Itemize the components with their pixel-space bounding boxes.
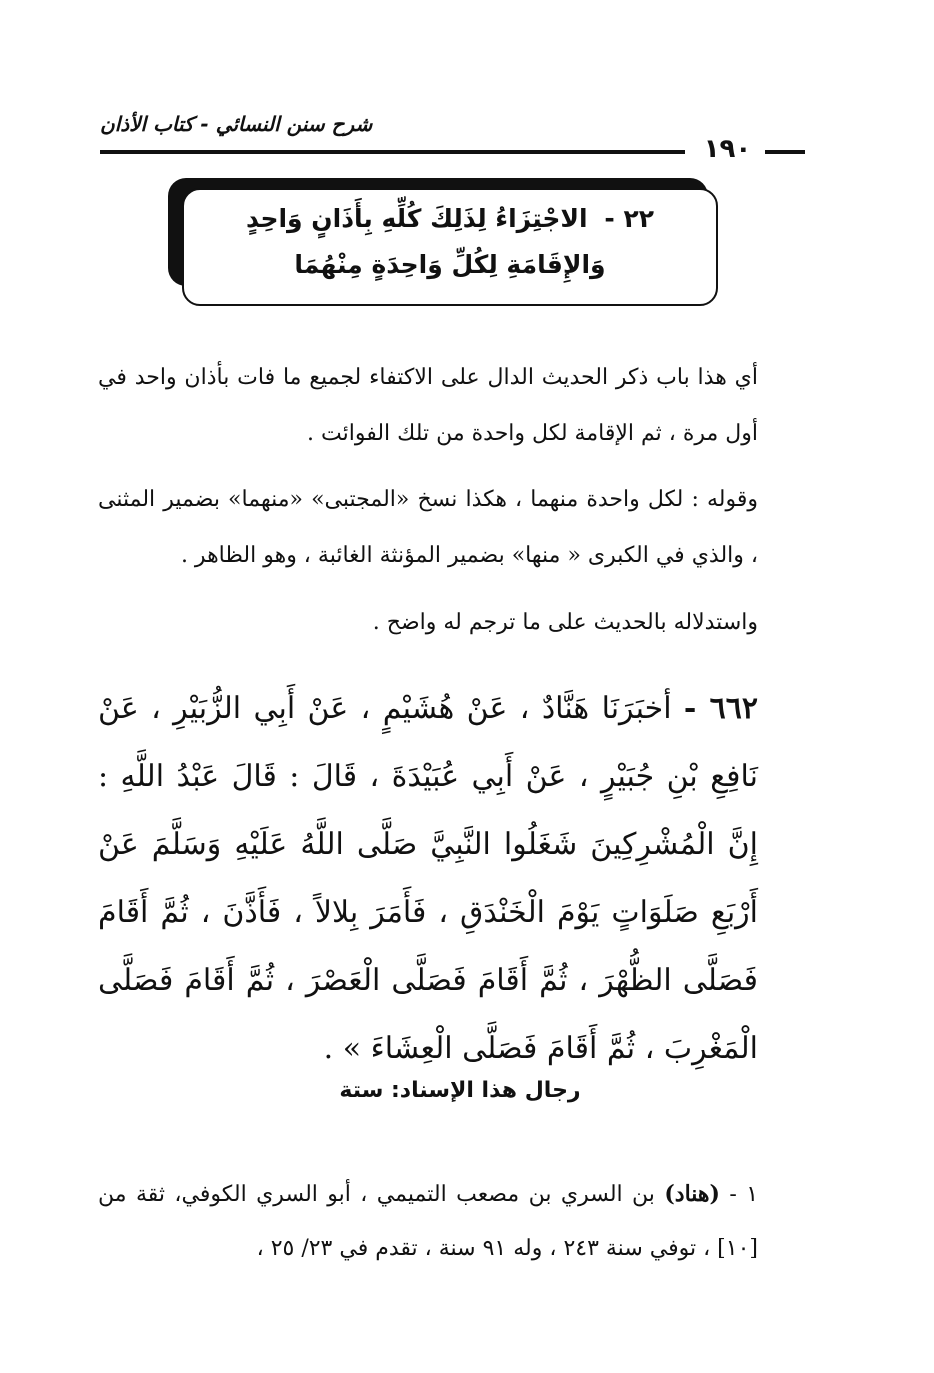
commentary-paragraph-1: أي هذا باب ذكر الحديث الدال على الاكتفاء لجميع ما فات بأذان واحد في أول مرة ، ثم الإقامة لكل واحدة من تلك الفوائت . [98, 365, 758, 446]
chapter-box [182, 188, 718, 306]
commentary-paragraph-3: واستدلاله بالحديث على ما ترجم له واضح . [372, 610, 758, 635]
hadith-text [98, 675, 758, 1083]
narrator-entry [98, 1167, 758, 1276]
hadith-body: أخبَرَنَا هَنَّادٌ ، عَنْ هُشَيْمٍ ، عَنْ أَبِي الزُّبَيْرِ ، عَنْ نَافِعِ بْنِ جُبَيْرٍ ، عَنْ أَبِي عُبَيْدَةَ ، قَالَ : قَالَ عَبْدُ اللَّهِ : إِنَّ الْمُشْرِكِينَ شَغَلُوا النَّبِيَّ صَلَّى اللَّهُ عَلَيْهِ وَسَلَّمَ عَنْ أَرْبَعِ صَلَوَاتٍ يَوْمَ الْخَنْدَقِ ، فَأَمَرَ بِلالاً ، فَأَذَّنَ ، ثُمَّ أَقَامَ فَصَلَّى الظُّهْرَ ، ثُمَّ أَقَامَ فَصَلَّى الْعَصْرَ ، ثُمَّ أَقَامَ فَصَلَّى الْمَغْرِبَ ، ثُمَّ أَقَامَ فَصَلَّى الْعِشَاءَ » . [98, 691, 758, 1066]
header-rule-short [765, 150, 805, 154]
commentary-paragraph-2: وقوله : لكل واحدة منهما ، هكذا نسخ «المجتبى» «منهما» بضمير المثنى ، والذي في الكبرى « منها» بضمير المؤنثة الغائبة ، وهو الظاهر . [98, 487, 758, 568]
chapter-number: ٢٢ - [604, 204, 654, 233]
narrator-name: (هناد) [664, 1181, 720, 1207]
chapter-title-text1: الاجْتِزَاءُ لِذَلِكَ كُلِّهِ بِأَذَانٍ وَاحِدٍ [246, 204, 588, 233]
hadith-number: ٦٦٢ - [683, 691, 758, 726]
chapter-title-line2: وَالإِقَامَةِ لِكُلِّ وَاحِدَةٍ مِنْهُمَا [294, 250, 606, 279]
chapter-title-line1 [184, 204, 716, 233]
header-rule [100, 150, 685, 154]
running-title: شرح سنن النسائي - كتاب الأذان [100, 112, 373, 136]
narrators-heading: رجال هذا الإسناد: ستة [339, 1078, 581, 1103]
narrator-number: ١ - [729, 1182, 759, 1207]
page-number: ١٩٠ [703, 134, 752, 164]
narrator-description: بن السري بن مصعب التميمي ، أبو السري الكوفي، ثقة من [١٠] ، توفي سنة ٢٤٣ ، وله ٩١ سنة ، تقدم في ٢٣/ ٢٥ ، [98, 1182, 758, 1261]
